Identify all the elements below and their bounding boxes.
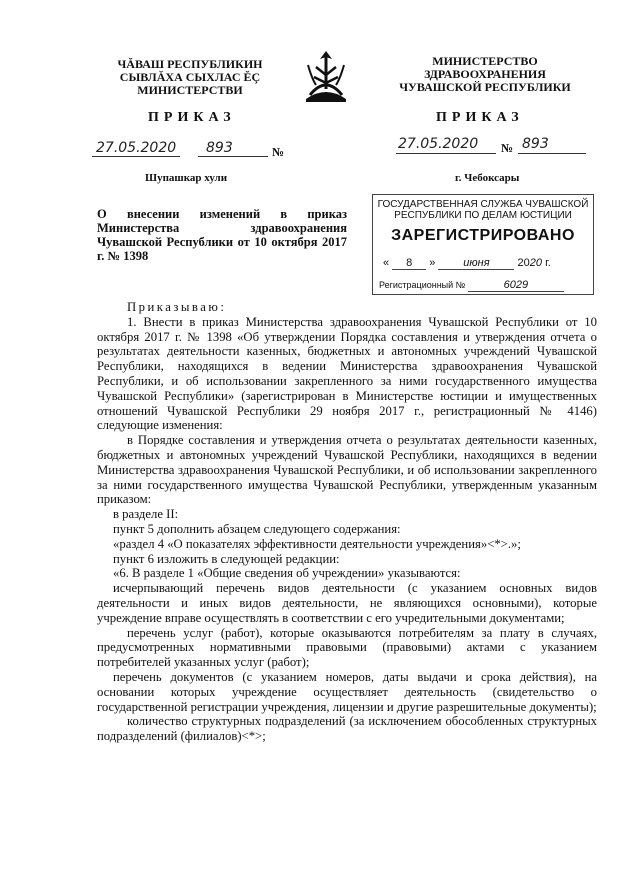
date-underline: [92, 156, 180, 157]
handwritten-number-right: 893: [522, 136, 549, 152]
prikaz-title-right: ПРИКАЗ: [436, 110, 524, 125]
handwritten-date-left: 27.05.2020: [96, 140, 177, 156]
stamp-date-row: [383, 257, 587, 270]
header-left-chuvash: [100, 58, 280, 97]
body-paragraph: «6. В разделе 1 «Общие сведения об учреждении» указываются:: [113, 566, 461, 581]
stamp-agency-line: РЕСПУБЛИКИ ПО ДЕЛАМ ЮСТИЦИИ: [394, 210, 572, 221]
document-title: О внесении изменений в приказ Министерства здравоохранения Чувашской Республики от 10 октября 2017 г. № 1398: [97, 207, 347, 263]
body-paragraph: количество структурных подразделений (за исключением обособленных структурных подразделений (филиалов)<*>;: [97, 714, 597, 744]
header-left-line: СЫВЛĂХА СЫХЛАС ĔÇ: [119, 70, 261, 84]
registration-stamp: [372, 194, 594, 295]
number-underline: [198, 156, 268, 157]
stamp-month: июня: [438, 257, 514, 270]
body-paragraph: «раздел 4 «О показателях эффективности деятельности учреждения»<*>.»;: [113, 536, 521, 551]
city-russian: г. Чебоксары: [455, 172, 520, 184]
stamp-reg-number: 6029: [468, 279, 564, 292]
orders-heading: Приказываю:: [127, 300, 227, 314]
body-paragraph: в Порядке составления и утверждения отчета о результатах деятельности казенных, бюджетных и автономных учреждений Чувашской Республики, находящихся в ведении Министерства здравоохранения Чувашской Республики, и об использовании закрепленного за ними государственного имущества Чувашской Республики, утвержденным указанным приказом:: [97, 433, 597, 507]
header-right-line: ЗДРАВООХРАНЕНИЯ: [424, 67, 546, 81]
header-right-line: ЧУВАШСКОЙ РЕСПУБЛИКИ: [399, 80, 571, 94]
body-paragraph: пункт 6 изложить в следующей редакции:: [113, 551, 340, 566]
body-paragraph: 1. Внести в приказ Министерства здравоохранения Чувашской Республики от 10 октября 2017 г. № 1398 «Об утверждении Порядка составления и утверждения отчета о результатах деятельности казенных, бюджетных и автономных учреждений Чувашской Республики, находящихся в ведении Министерства здравоохранения Чувашской Республики, и об использовании закрепленного за ними государственного имущества Чувашской Республики» (зарегистрирован в Министерстве юстиции и имущественных отношений Чувашской Республики 29 ноября 2017 г., регистрационный № 4146) следующие изменения:: [97, 314, 597, 433]
header-right-russian: [385, 55, 585, 94]
header-right-line: МИНИСТЕРСТВО: [432, 54, 538, 68]
handwritten-number-left: 893: [206, 140, 233, 156]
stamp-agency: [373, 199, 593, 221]
number-sign-right: №: [501, 141, 514, 155]
stamp-day: 8: [392, 257, 426, 270]
city-chuvash: Шупашкар хули: [145, 172, 228, 184]
number-underline: [518, 153, 586, 154]
document-body: [97, 300, 597, 744]
stamp-year-unit: г.: [545, 257, 551, 269]
stamp-quote-open: «: [383, 257, 390, 269]
body-paragraph: в разделе II:: [113, 507, 179, 522]
prikaz-title-left: ПРИКАЗ: [148, 110, 236, 125]
stamp-reg-row: [379, 279, 589, 292]
body-paragraph: перечень услуг (работ), которые оказываются потребителям за плату в случаях, предусмотренных нормативными правовыми (правовыми) актами с указанием потребителей указанных услуг (работ);: [97, 625, 597, 670]
header-left-line: МИНИСТЕРСТВИ: [137, 83, 243, 97]
header-left-line: ЧĂВАШ РЕСПУБЛИКИН: [117, 57, 263, 71]
stamp-year-suffix: 20: [529, 257, 542, 269]
stamp-year-prefix: 20: [517, 257, 530, 269]
body-paragraph: перечень документов (с указанием номеров, даты выдачи и срока действия), на основании которых учреждение осуществляет деятельность (свидетельство о государственной регистрации учреждения, лицензии и другие разрешительные документы);: [97, 669, 597, 714]
stamp-agency-line: ГОСУДАРСТВЕННАЯ СЛУЖБА ЧУВАШСКОЙ: [377, 199, 589, 210]
handwritten-date-right: 27.05.2020: [398, 136, 479, 152]
date-underline: [396, 153, 496, 154]
stamp-quote-close: »: [429, 257, 436, 269]
stamp-registered-title: ЗАРЕГИСТРИРОВАНО: [391, 227, 575, 244]
body-paragraph: пункт 5 дополнить абзацем следующего содержания:: [113, 521, 401, 536]
stamp-reg-label: Регистрационный №: [379, 280, 466, 290]
number-sign-left: №: [272, 145, 285, 159]
chuvash-emblem-icon: [302, 45, 350, 103]
body-paragraph: исчерпывающий перечень видов деятельности (с указанием основных видов деятельности и иных видов деятельности, не являющихся основными), которые учреждение вправе осуществлять в соответствии с его учредительными документами;: [97, 581, 597, 625]
